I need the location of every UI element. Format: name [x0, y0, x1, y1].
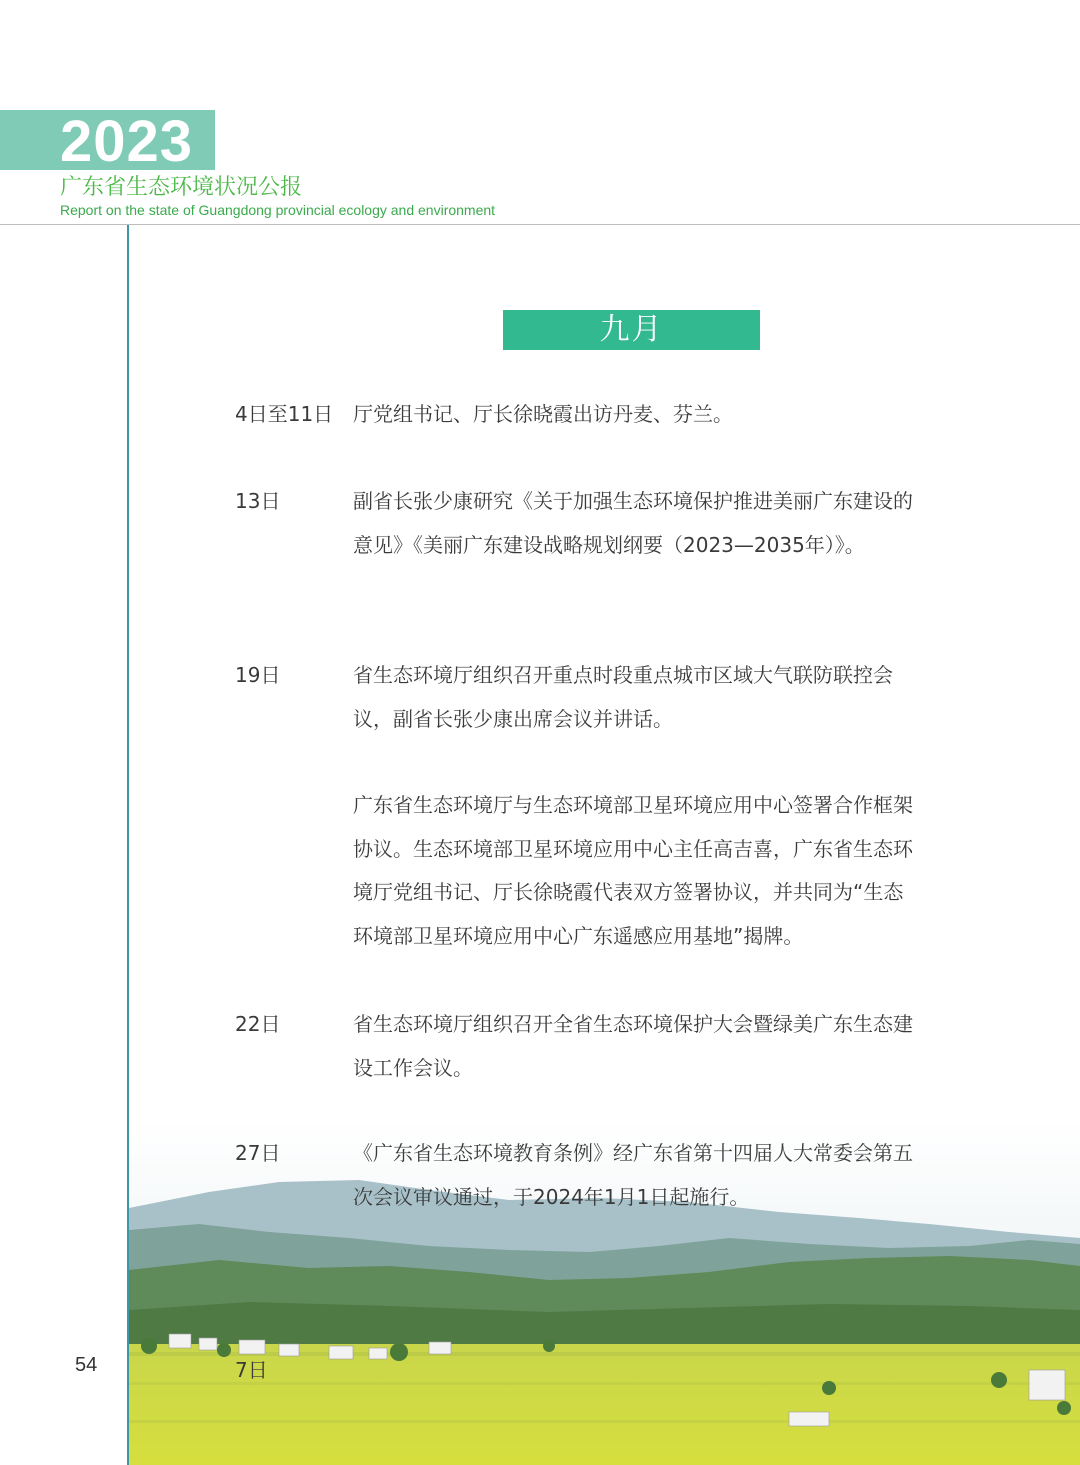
event-text: 省生态环境厅组织召开重点时段重点城市区域大气联防联控会议，副省长张少康出席会议并讲话。	[353, 663, 893, 731]
header-divider	[0, 224, 1080, 225]
event-text: 广东省生态环境厅与生态环境部卫星环境应用中心签署合作框架协议。生态环境部卫星环境应用中心主任高吉喜，广东省生态环境厅党组书记、厅长徐晓霞代表双方签署协议，并共同为“生态环境部卫星环境应用中心广东遥感应用基地”揭牌。	[353, 793, 913, 948]
page-number: 54	[75, 1354, 98, 1376]
event-date: 7日	[235, 1358, 268, 1382]
event-date: 27日	[235, 1141, 281, 1165]
event-text: 厅党组书记、厅长徐晓霞出访丹麦、芬兰。	[353, 402, 733, 426]
event-text: 省生态环境厅组织召开全省生态环境保护大会暨绿美广东生态建设工作会议。	[353, 1012, 913, 1080]
event-date: 13日	[235, 489, 281, 513]
event-text: 《广东省生态环境教育条例》经广东省第十四届人大常委会第五次会议审议通过，于2024年1月1日起施行。	[353, 1141, 913, 1209]
event-date: 19日	[235, 663, 281, 687]
report-title-en: Report on the state of Guangdong provincial ecology and environment	[60, 202, 496, 218]
event-date: 4日至11日	[235, 402, 334, 426]
event-text: 副省长张少康研究《关于加强生态环境保护推进美丽广东建设的意见》《美丽广东建设战略规划纲要（2023—2035年）》。	[353, 489, 913, 557]
report-year: 2023	[60, 109, 194, 174]
event-date: 22日	[235, 1012, 281, 1036]
report-title-cn: 广东省生态环境状况公报	[60, 175, 303, 200]
month-header: 九月	[503, 310, 760, 350]
